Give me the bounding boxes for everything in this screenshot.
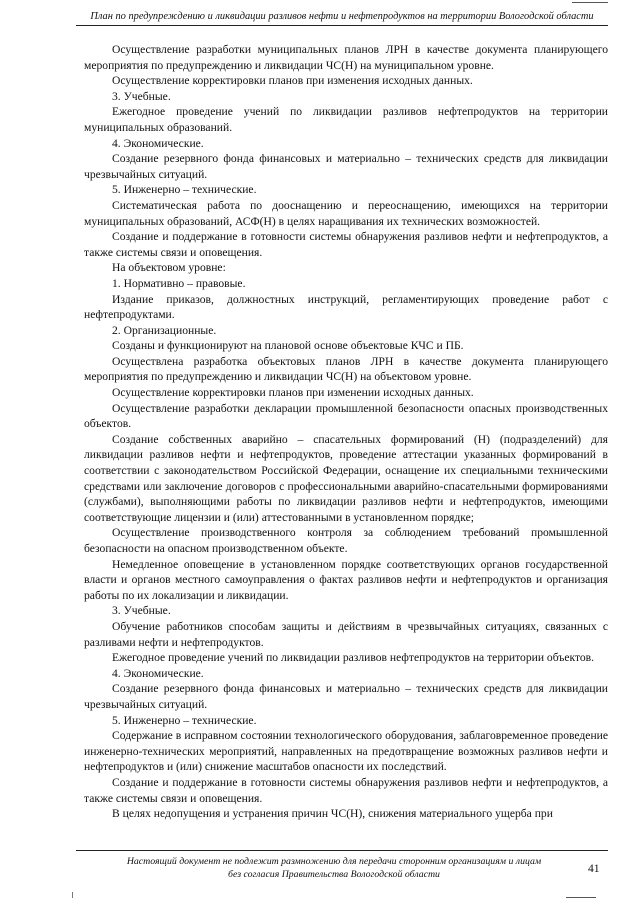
footer-notice-line1: Настоящий документ не подлежит размножению для передачи сторонним организациям и лицам: [126, 856, 542, 867]
section-heading: 1. Нормативно – правовые.: [112, 276, 246, 290]
section-heading: 3. Учебные.: [112, 89, 171, 103]
paragraph: Ежегодное проведение учений по ликвидации разливов нефтепродуктов на территории объектов.: [112, 651, 595, 665]
corner-mark: [572, 2, 608, 3]
section-heading: 4. Экономические.: [112, 136, 204, 150]
page-number: 41: [588, 862, 600, 875]
paragraph: Осуществление корректировки планов при изменения исходных данных.: [112, 74, 473, 88]
paragraph: Создание и поддержание в готовности системы обнаружения разливов нефти и нефтепродуктов, а также системы связи и оповещения.: [84, 775, 608, 805]
paragraph: Издание приказов, должностных инструкций, регламентирующих проведение работ с нефтепродуктами.: [84, 292, 608, 322]
page-header: План по предупреждению и ликвидации разливов нефти и нефтепродуктов на территории Вологодской области: [90, 11, 594, 22]
paragraph: Создание и поддержание в готовности системы обнаружения разливов нефти и нефтепродуктов, а также системы связи и оповещения.: [84, 230, 608, 259]
footer-notice-line2: без согласия Правительства Вологодской области: [228, 869, 440, 880]
page-footer: [96, 855, 572, 881]
paragraph: Создание резервного фонда финансовых и материально – технических средств для ликвидации чрезвычайных ситуаций.: [84, 682, 608, 711]
section-heading: 5. Инженерно – технические.: [112, 183, 257, 197]
paragraph: Создание резервного фонда финансовых и материально – технических средств для ликвидации чрезвычайных ситуаций.: [84, 152, 608, 181]
section-heading: 2. Организационные.: [112, 323, 217, 337]
bottom-mark: [566, 897, 596, 898]
section-heading: 3. Учебные.: [112, 604, 171, 618]
scan-mark: [72, 892, 73, 898]
paragraph: Ежегодное проведение учений по ликвидации разливов нефтепродуктов на территории муниципальных образований.: [84, 105, 608, 134]
paragraph: Осуществлена разработка объектовых планов ЛРН в качестве документа планирующего мероприятия по предупреждению и ликвидации ЧС(Н) на объектовом уровне.: [84, 354, 608, 384]
paragraph: В целях недопущения и устранения причин ЧС(Н), снижения материального ущерба при: [112, 807, 553, 821]
footer-divider: [76, 850, 608, 851]
paragraph: Немедленное оповещение в установленном порядке соответствующих органов государственной власти и органов местного самоуправления о фактах разливов нефти и нефтепродуктов и организация работы по их локализации и ликвидации.: [84, 557, 608, 602]
paragraph: Содержание в исправном состоянии технологического оборудования, заблаговременное проведение инженерно-технических мероприятий, направленных на предотвращение возможных разливов нефти и нефтепродуктов и (или) снижение масштабов опасности их последствий.: [84, 729, 608, 774]
section-heading: 5. Инженерно – технические.: [112, 713, 257, 727]
document-body: [84, 42, 608, 822]
paragraph: Осуществление корректировки планов при изменении исходных данных.: [112, 386, 474, 400]
header-divider: [76, 25, 608, 26]
paragraph: Создание собственных аварийно – спасательных формирований (Н) (подразделений) для ликвидации разливов нефти и нефтепродуктов, проведение аттестации указанных формирований в соответствии с законодательством Российской Федерации, оснащение их специальными техническими средствами или заключение договоров с профессиональными аварийно-спасательными формированиями (службами), выполняющими работы по ликвидации разливов нефти и нефтепродуктов, имеющими соответствующие лицензии и (или) аттестованными в установленном порядке;: [84, 432, 608, 524]
paragraph: Систематическая работа по дооснащению и переоснащению, имеющихся на территории муниципальных образований, АСФ(Н) в целях наращивания их технических возможностей.: [84, 198, 608, 228]
paragraph: Обучение работников способам защиты и действиям в чрезвычайных ситуациях, связанных с разливами нефти и нефтепродуктов.: [84, 619, 608, 649]
paragraph: Осуществление разработки муниципальных планов ЛРН в качестве документа планирующего мероприятия по предупреждению и ликвидации ЧС(Н) на муниципальном уровне.: [84, 43, 608, 72]
paragraph: Осуществление производственного контроля за соблюдением требований промышленной безопасности на опасном производственном объекте.: [84, 526, 608, 555]
subheading: На объектовом уровне:: [112, 261, 226, 275]
paragraph: Осуществление разработки декларации промышленной безопасности опасных производственных объектов.: [84, 401, 608, 431]
section-heading: 4. Экономические.: [112, 666, 204, 680]
paragraph: Созданы и функционируют на плановой основе объектовые КЧС и ПБ.: [112, 339, 464, 353]
